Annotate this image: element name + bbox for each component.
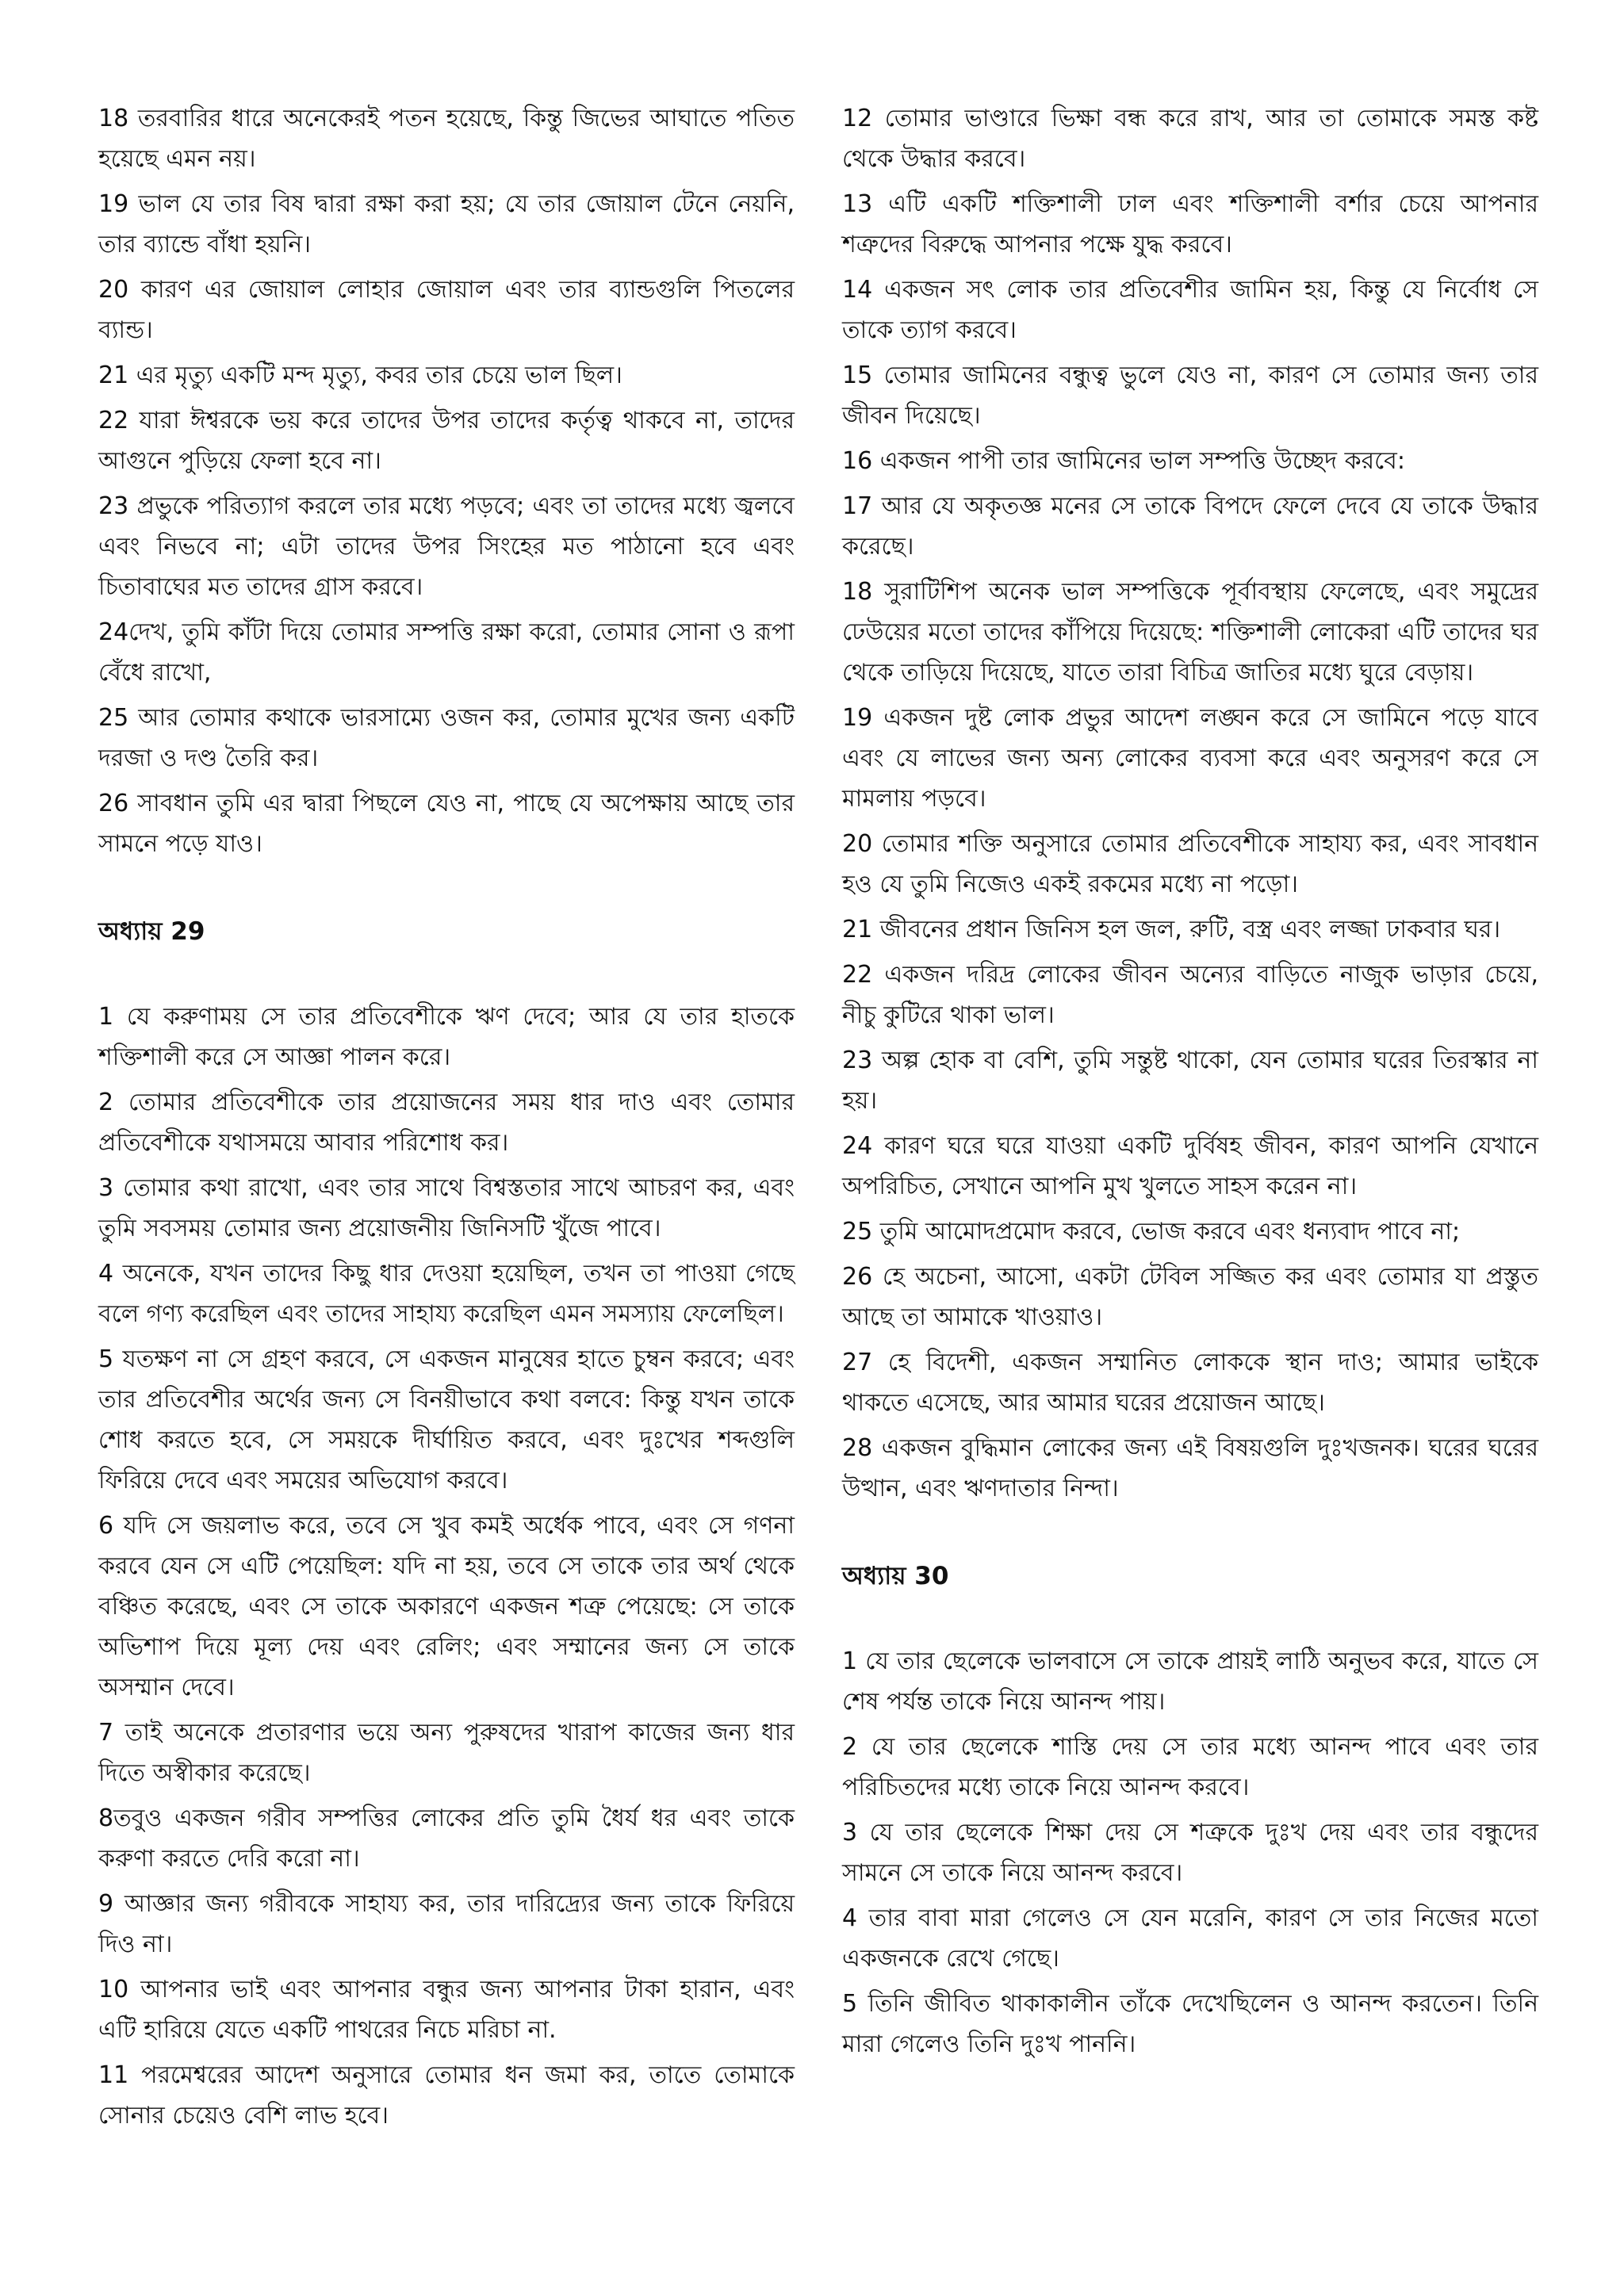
verse: 7 তাই অনেকে প্রতারণার ভয়ে অন্য পুরুষদের খারাপ কাজের জন্য ধার দিতে অস্বীকার করেছে। — [98, 1719, 795, 1787]
verse: 3 তোমার কথা রাখো, এবং তার সাথে বিশ্বস্ততার সাথে আচরণ কর, এবং তুমি সবসময় তোমার জন্য প্রয়োজনীয় জিনিসটি খুঁজে পাবে। — [98, 1174, 795, 1242]
verse: 16 একজন পাপী তার জামিনের ভাল সম্পত্তি উচ্ছেদ করবে: — [842, 447, 1405, 475]
verse: 13 এটি একটি শক্তিশালী ঢাল এবং শক্তিশালী বর্শার চেয়ে আপনার শত্রুদের বিরুদ্ধে আপনার পক্ষে যুদ্ধ করবে। — [842, 190, 1538, 258]
verse: 11 পরমেশ্বরের আদেশ অনুসারে তোমার ধন জমা কর, তাতে তোমাকে সোনার চেয়েও বেশি লাভ হবে। — [98, 2061, 795, 2130]
verse: 25 তুমি আমোদপ্রমোদ করবে, ভোজ করবে এবং ধন্যবাদ পাবে না; — [842, 1218, 1461, 1246]
verse: 20 তোমার শক্তি অনুসারে তোমার প্রতিবেশীকে সাহায্য কর, এবং সাবধান হও যে তুমি নিজেও একই রকমের মধ্যে না পড়ো। — [842, 830, 1538, 898]
verse-list-left-b — [98, 997, 795, 2136]
chapter-heading: অধ্যায় 29 — [98, 917, 205, 946]
verse: 6 যদি সে জয়লাভ করে, তবে সে খুব কমই অর্ধেক পাবে, এবং সে গণনা করবে যেন সে এটি পেয়েছিল: যদি না হয়, তবে সে তাকে তার অর্থ থেকে বঞ্চিত করেছে, এবং সে তাকে অকারণে একজন শত্রু পেয়েছে: সে তাকে অভিশাপ দিয়ে মূল্য দেয় এবং রেলিং; এবং সম্মানের জন্য সে তাকে অসম্মান দেবে। — [98, 1512, 795, 1701]
verse: 15 তোমার জামিনের বন্ধুত্ব ভুলে যেও না, কারণ সে তোমার জন্য তার জীবন দিয়েছে। — [842, 362, 1538, 430]
verse: 4 তার বাবা মারা গেলেও সে যেন মরেনি, কারণ সে তার নিজের মতো একজনকে রেখে গেছে। — [842, 1904, 1538, 1973]
verse: 10 আপনার ভাই এবং আপনার বন্ধুর জন্য আপনার টাকা হারান, এবং এটি হারিয়ে যেতে একটি পাথরের নিচে মরিচা না. — [98, 1976, 795, 2044]
verse: 28 একজন বুদ্ধিমান লোকের জন্য এই বিষয়গুলি দুঃখজনক। ঘরের ঘরের উত্থান, এবং ঋণদাতার নিন্দা। — [842, 1434, 1538, 1502]
verse: 20 কারণ এর জোয়াল লোহার জোয়াল এবং তার ব্যান্ডগুলি পিতলের ব্যান্ড। — [98, 276, 795, 344]
verse: 8তবুও একজন গরীব সম্পত্তির লোকের প্রতি তুমি ধৈর্য ধর এবং তাকে করুণা করতে দেরি করো না। — [98, 1804, 795, 1873]
verse-list-right-a — [842, 98, 1538, 1509]
verse: 21 এর মৃত্যু একটি মন্দ মৃত্যু, কবর তার চেয়ে ভাল ছিল। — [98, 362, 622, 389]
verse: 22 যারা ঈশ্বরকে ভয় করে তাদের উপর তাদের কর্তৃত্ব থাকবে না, তাদের আগুনে পুড়িয়ে ফেলা হবে না। — [98, 407, 795, 475]
verse: 23 অল্প হোক বা বেশি, তুমি সন্তুষ্ট থাকো, যেন তোমার ঘরের তিরস্কার না হয়। — [842, 1047, 1538, 1115]
verse: 14 একজন সৎ লোক তার প্রতিবেশীর জামিন হয়, কিন্তু যে নির্বোধ সে তাকে ত্যাগ করবে। — [842, 276, 1538, 344]
verse: 23 প্রভুকে পরিত্যাগ করলে তার মধ্যে পড়বে; এবং তা তাদের মধ্যে জ্বলবে এবং নিভবে না; এটা তাদের উপর সিংহের মত পাঠানো হবে এবং চিতাবাঘের মত তাদের গ্রাস করবে। — [98, 492, 795, 601]
verse: 17 আর যে অকৃতজ্ঞ মনের সে তাকে বিপদে ফেলে দেবে যে তাকে উদ্ধার করেছে। — [842, 492, 1538, 561]
verse: 26 হে অচেনা, আসো, একটা টেবিল সজ্জিত কর এবং তোমার যা প্রস্তুত আছে তা আমাকে খাওয়াও। — [842, 1263, 1538, 1331]
verse: 3 যে তার ছেলেকে শিক্ষা দেয় সে শত্রুকে দুঃখ দেয় এবং তার বন্ধুদের সামনে সে তাকে নিয়ে আনন্দ করবে। — [842, 1819, 1538, 1887]
verse: 1 যে করুণাময় সে তার প্রতিবেশীকে ঋণ দেবে; আর যে তার হাতকে শক্তিশালী করে সে আজ্ঞা পালন করে। — [98, 1003, 795, 1071]
verse: 2 তোমার প্রতিবেশীকে তার প্রয়োজনের সময় ধার দাও এবং তোমার প্রতিবেশীকে যথাসময়ে আবার পরিশোধ কর। — [98, 1089, 795, 1157]
verse: 5 তিনি জীবিত থাকাকালীন তাঁকে দেখেছিলেন ও আনন্দ করতেন। তিনি মারা গেলেও তিনি দুঃখ পাননি। — [842, 1990, 1538, 2058]
chapter-heading: অধ্যায় 30 — [842, 1562, 949, 1590]
two-column-layout — [98, 98, 1542, 2141]
left-column — [98, 98, 795, 2141]
verse-list-left-a — [98, 98, 795, 864]
verse: 24 কারণ ঘরে ঘরে যাওয়া একটি দুর্বিষহ জীবন, কারণ আপনি যেখানে অপরিচিত, সেখানে আপনি মুখ খুলতে সাহস করেন না। — [842, 1132, 1538, 1200]
verse: 19 একজন দুষ্ট লোক প্রভুর আদেশ লঙ্ঘন করে সে জামিনে পড়ে যাবে এবং যে লাভের জন্য অন্য লোকের ব্যবসা করে এবং অনুসরণ করে সে মামলায় পড়বে। — [842, 704, 1538, 813]
verse: 4 অনেকে, যখন তাদের কিছু ধার দেওয়া হয়েছিল, তখন তা পাওয়া গেছে বলে গণ্য করেছিল এবং তাদের সাহায্য করেছিল এমন সমস্যায় ফেলেছিল। — [98, 1260, 795, 1328]
verse: 18 সুরাটিশিপ অনেক ভাল সম্পত্তিকে পূর্বাবস্থায় ফেলেছে, এবং সমুদ্রের ঢেউয়ের মতো তাদের কাঁপিয়ে দিয়েছে: শক্তিশালী লোকেরা এটি তাদের ঘর থেকে তাড়িয়ে দিয়েছে, যাতে তারা বিচিত্র জাতির মধ্যে ঘুরে বেড়ায়। — [842, 578, 1538, 687]
verse: 9 আজ্ঞার জন্য গরীবকে সাহায্য কর, তার দারিদ্র্যের জন্য তাকে ফিরিয়ে দিও না। — [98, 1890, 795, 1958]
verse: 25 আর তোমার কথাকে ভারসাম্যে ওজন কর, তোমার মুখের জন্য একটি দরজা ও দণ্ড তৈরি কর। — [98, 704, 795, 772]
verse: 21 জীবনের প্রধান জিনিস হল জল, রুটি, বস্ত্র এবং লজ্জা ঢাকবার ঘর। — [842, 916, 1501, 943]
verse: 22 একজন দরিদ্র লোকের জীবন অন্যের বাড়িতে নাজুক ভাড়ার চেয়ে, নীচু কুটিরে থাকা ভাল। — [842, 961, 1538, 1029]
verse: 2 যে তার ছেলেকে শাস্তি দেয় সে তার মধ্যে আনন্দ পাবে এবং তার পরিচিতদের মধ্যে তাকে নিয়ে আনন্দ করবে। — [842, 1733, 1538, 1801]
verse: 24দেখ, তুমি কাঁটা দিয়ে তোমার সম্পত্তি রক্ষা করো, তোমার সোনা ও রূপা বেঁধে রাখো, — [98, 618, 795, 687]
verse: 27 হে বিদেশী, একজন সম্মানিত লোককে স্থান দাও; আমার ভাইকে থাকতে এসেছে, আর আমার ঘরের প্রয়োজন আছে। — [842, 1349, 1538, 1417]
verse: 19 ভাল যে তার বিষ দ্বারা রক্ষা করা হয়; যে তার জোয়াল টেনে নেয়নি, তার ব্যান্ডে বাঁধা হয়নি। — [98, 190, 795, 258]
verse-list-right-b — [842, 1641, 1538, 2064]
verse: 26 সাবধান তুমি এর দ্বারা পিছলে যেও না, পাছে যে অপেক্ষায় আছে তার সামনে পড়ে যাও। — [98, 790, 795, 858]
verse: 5 যতক্ষণ না সে গ্রহণ করবে, সে একজন মানুষের হাতে চুম্বন করবে; এবং তার প্রতিবেশীর অর্থের জন্য সে বিনয়ীভাবে কথা বলবে: কিন্তু যখন তাকে শোধ করতে হবে, সে সময়কে দীর্ঘায়িত করবে, এবং দুঃখের শব্দগুলি ফিরিয়ে দেবে এবং সময়ের অভিযোগ করবে। — [98, 1345, 795, 1494]
verse: 12 তোমার ভাণ্ডারে ভিক্ষা বন্ধ করে রাখ, আর তা তোমাকে সমস্ত কষ্ট থেকে উদ্ধার করবে। — [842, 105, 1538, 173]
verse: 18 তরবারির ধারে অনেকেরই পতন হয়েছে, কিন্তু জিভের আঘাতে পতিত হয়েছে এমন নয়। — [98, 105, 795, 173]
right-column — [842, 98, 1538, 2141]
verse: 1 যে তার ছেলেকে ভালবাসে সে তাকে প্রায়ই লাঠি অনুভব করে, যাতে সে শেষ পর্যন্ত তাকে নিয়ে আনন্দ পায়। — [842, 1647, 1538, 1716]
